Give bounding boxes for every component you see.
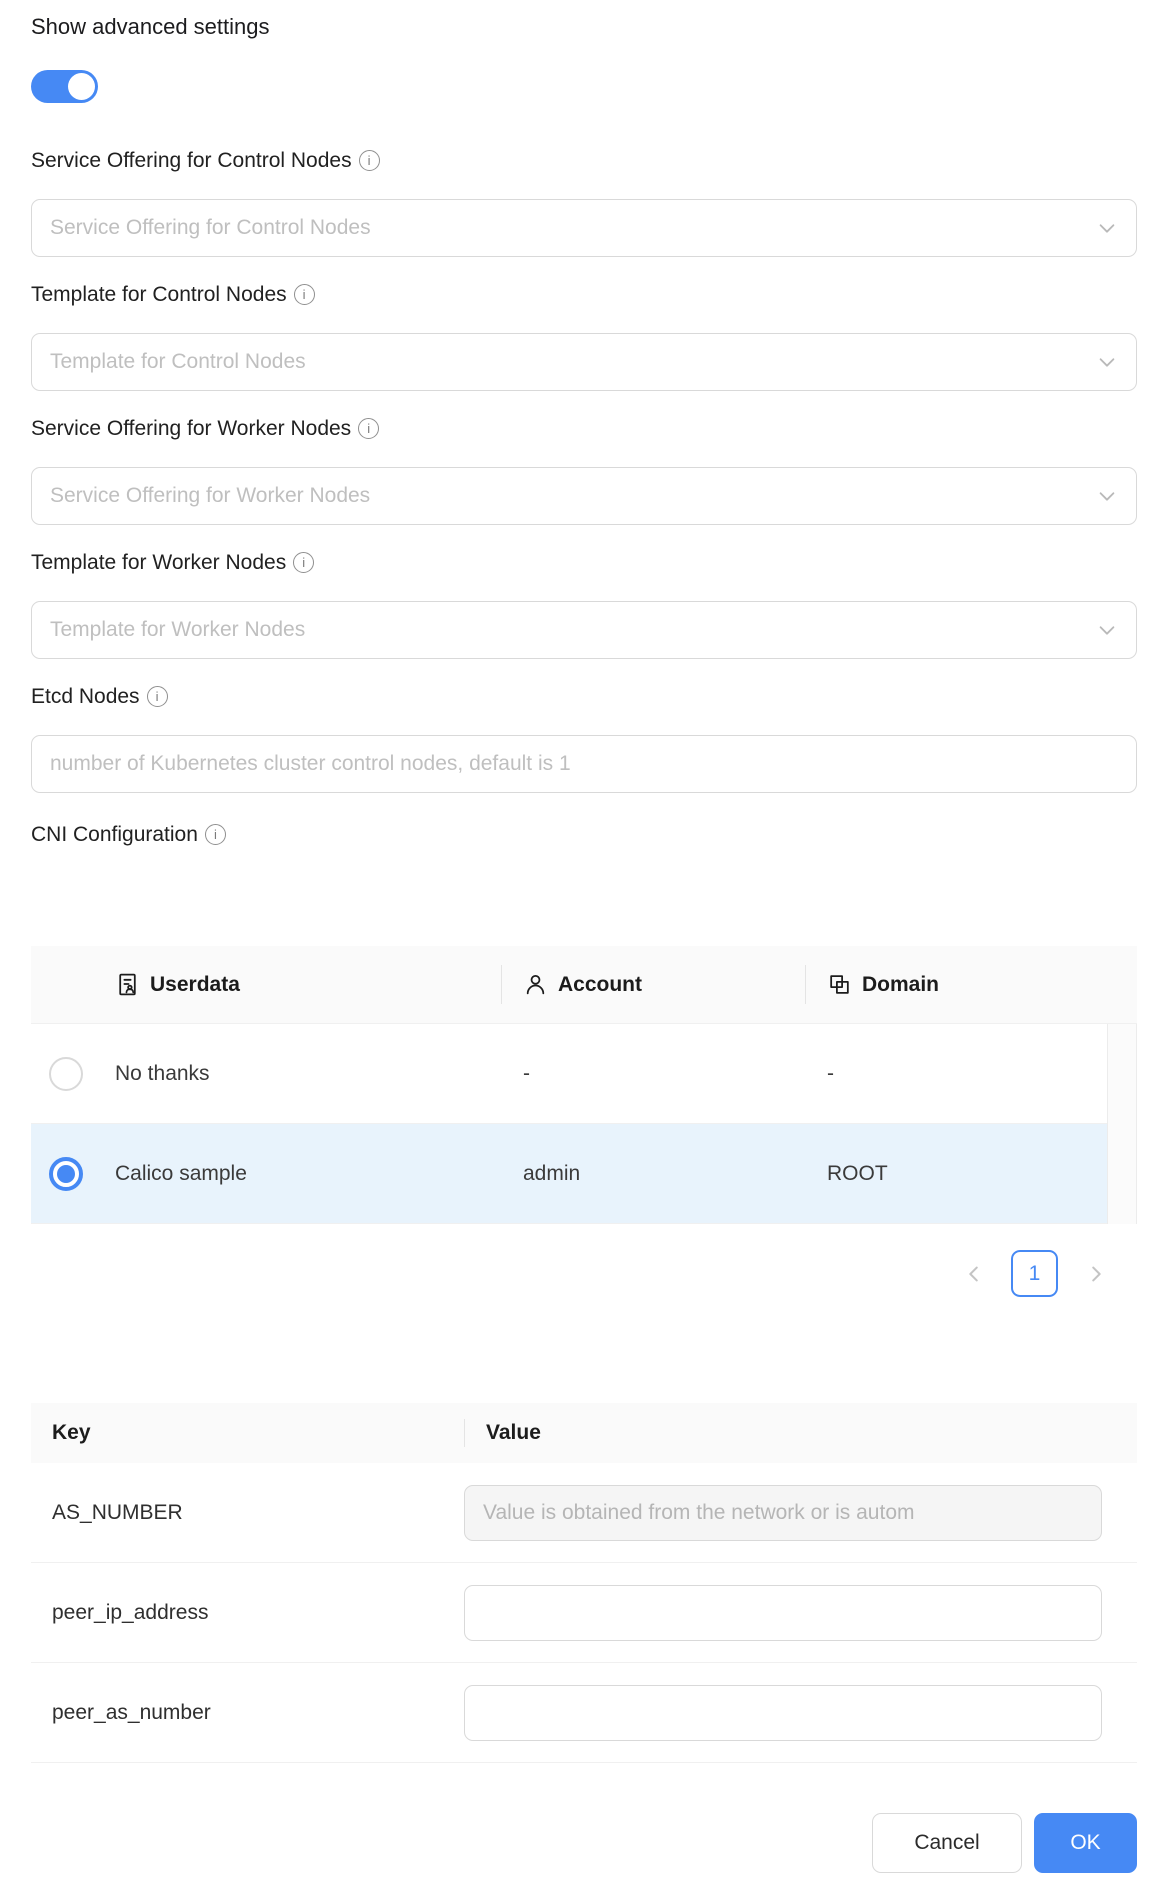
chevron-left-icon: [963, 1263, 985, 1285]
column-header-domain: [805, 946, 1107, 1023]
chevron-down-icon: [1096, 217, 1118, 239]
field-label-text: Template for Worker Nodes: [31, 551, 287, 574]
cni-configuration-label: [31, 821, 1137, 848]
info-circle-icon[interactable]: i: [205, 824, 226, 845]
kv-row-peer-as-number: [31, 1663, 1137, 1763]
field-label: [31, 281, 1137, 308]
toggle-knob: [68, 73, 95, 100]
field-label-text: Template for Control Nodes: [31, 283, 287, 306]
column-header-filler: [1107, 946, 1137, 1023]
cancel-button[interactable]: Cancel: [872, 1813, 1022, 1873]
advanced-settings-label: Show advanced settings: [31, 14, 270, 39]
chevron-right-icon: [1085, 1263, 1107, 1285]
field-label-text: CNI Configuration: [31, 823, 198, 846]
table-body: [31, 1024, 1137, 1224]
peer-ip-address-input[interactable]: [464, 1585, 1102, 1641]
row-radio[interactable]: [49, 1157, 83, 1191]
template-control-select[interactable]: [31, 333, 1137, 391]
table-scrollbar[interactable]: [1107, 1024, 1137, 1224]
kv-row-as-number: [31, 1463, 1137, 1563]
as-number-input: [464, 1485, 1102, 1541]
info-circle-icon[interactable]: i: [358, 418, 379, 439]
info-circle-icon[interactable]: i: [294, 284, 315, 305]
field-etcd-nodes: [31, 683, 1137, 793]
cell-userdata: Calico sample: [115, 1161, 247, 1185]
cell-domain: -: [827, 1061, 834, 1085]
kv-key-label: peer_ip_address: [52, 1600, 209, 1624]
advanced-settings-toggle[interactable]: [31, 70, 98, 103]
chevron-down-icon: [1096, 619, 1118, 641]
cell-domain: ROOT: [827, 1161, 888, 1185]
field-service-offering-worker: [31, 415, 1137, 525]
column-header-label: Account: [558, 972, 642, 996]
field-label: [31, 147, 1137, 174]
cell-account: -: [523, 1061, 530, 1085]
column-header-label: Userdata: [150, 972, 240, 996]
select-placeholder: Template for Control Nodes: [50, 350, 306, 373]
solution-icon: [115, 972, 140, 997]
pagination-page-1[interactable]: 1: [1011, 1250, 1058, 1297]
pagination: [31, 1250, 1137, 1297]
bgp-key-value-table: [31, 1403, 1137, 1763]
field-service-offering-control: [31, 147, 1137, 257]
table-row-no-thanks[interactable]: [31, 1024, 1107, 1124]
etcd-nodes-input[interactable]: [31, 735, 1137, 793]
pagination-next-button[interactable]: [1072, 1250, 1119, 1297]
kv-table-header: [31, 1403, 1137, 1463]
template-worker-select[interactable]: [31, 601, 1137, 659]
row-radio[interactable]: [49, 1057, 83, 1091]
chevron-down-icon: [1096, 485, 1118, 507]
column-header-account: [501, 946, 805, 1023]
field-template-control: [31, 281, 1137, 391]
info-circle-icon[interactable]: i: [147, 686, 168, 707]
kv-key-label: peer_as_number: [52, 1700, 211, 1724]
column-header-key: Key: [52, 1421, 91, 1444]
info-circle-icon[interactable]: i: [293, 552, 314, 573]
cell-account: admin: [523, 1161, 581, 1185]
peer-as-number-input[interactable]: [464, 1685, 1102, 1741]
ok-button[interactable]: OK: [1034, 1813, 1137, 1873]
field-label-text: Etcd Nodes: [31, 685, 140, 708]
table-header-row: [31, 946, 1137, 1024]
select-placeholder: Template for Worker Nodes: [50, 618, 306, 641]
cell-userdata: No thanks: [115, 1061, 210, 1085]
field-template-worker: [31, 549, 1137, 659]
selection-column-header: [31, 946, 101, 1023]
cni-userdata-table: [31, 946, 1137, 1224]
info-circle-icon[interactable]: i: [359, 150, 380, 171]
service-offering-control-select[interactable]: [31, 199, 1137, 257]
select-placeholder: Service Offering for Worker Nodes: [50, 484, 371, 507]
kv-key-label: AS_NUMBER: [52, 1500, 183, 1524]
column-header-value: Value: [464, 1403, 1137, 1463]
kv-row-peer-ip-address: [31, 1563, 1137, 1663]
column-header-label: Domain: [862, 972, 940, 996]
pagination-prev-button[interactable]: [950, 1250, 997, 1297]
field-label-text: Service Offering for Worker Nodes: [31, 417, 352, 440]
field-label: [31, 415, 1137, 442]
column-header-userdata: [101, 946, 501, 1023]
chevron-down-icon: [1096, 351, 1118, 373]
service-offering-worker-select[interactable]: [31, 467, 1137, 525]
dialog-footer: [31, 1813, 1137, 1873]
block-icon: [827, 972, 852, 997]
field-label-text: Service Offering for Control Nodes: [31, 149, 352, 172]
select-placeholder: Service Offering for Control Nodes: [50, 216, 371, 239]
user-icon: [523, 972, 548, 997]
table-row-calico-sample[interactable]: [31, 1124, 1107, 1224]
field-label: [31, 549, 1137, 576]
field-label: [31, 683, 1137, 710]
